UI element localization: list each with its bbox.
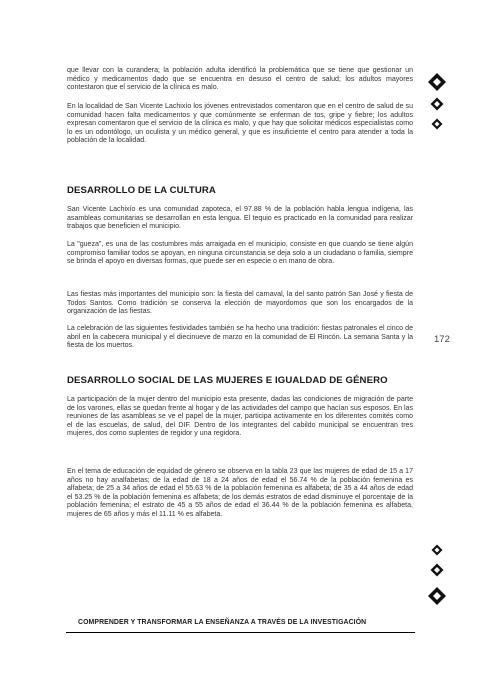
paragraph: La "gueza", es una de las costumbres más arraigada en el municipio, consiste en que cuando se tiene algún compromiso familiar todos se apoyan, en ninguna circunstancia se deja solo a un ciudadano o familia, siempre se brinda el apoyo en diversas formas, que puede ser en especie o en mano de obra. <box>67 241 413 266</box>
cultura-p2 <box>67 241 413 267</box>
diamond-ornament-icon <box>431 544 443 556</box>
diamond-ornament-icon <box>427 72 447 92</box>
cultura-p1 <box>67 206 413 232</box>
footer-title: COMPRENDER Y TRANSFORMAR LA ENSEÑANZA A TRAVÉS DE LA INVESTIGACIÓN <box>78 619 367 626</box>
intro-block <box>67 67 413 93</box>
diamond-ornament-icon <box>430 97 444 111</box>
paragraph: San Vicente Lachixío es una comunidad zapoteca, el 97.88 % de la población habla lengua indígena, las asambleas comunitarias se desarrollan en esta lengua. El tequio es practicado en la comunidad para realizar trabajos que beneficien el municipio. <box>67 206 413 231</box>
paragraph: Las fiestas más importantes del municipio son: la fiesta del carnaval, la del santo patrón San José y fiesta de Todos Santos. Como tradición se conserva la elección de mayordomos que son los encargados de la organización de las fiestas. <box>67 291 413 316</box>
paragraph: En la localidad de San Vicente Lachixío los jóvenes entrevistados comentaron que en el centro de salud de su comunidad hacen falta medicamentos y que comúnmente se enferman de tos, gripe y fiebre; los adultos expresan comentaron que el servicio de la clínica es malo, y que hay que solicitar médicos especialistas como lo es un odontólogo, un oculista y un médico general, y que es insuficiente el centro para atender a toda la población de la localidad. <box>67 103 413 145</box>
paragraph: que llevar con la curandera; la población adulta identificó la problemática que se tiene que gestionar un médico y medicamentos dado que se encuentra en desuso el centro de salud; los adultos mayores contestaron que el servicio de la clínica es malo. <box>67 67 413 92</box>
intro-block-2 <box>67 103 413 146</box>
mujeres-p2 <box>67 468 413 520</box>
paragraph: La celebración de las siguientes festividades también se ha hecho una tradición: fiestas patronales el cinco de abril en la cabecera municipal y el diecinueve de marzo en la comunidad de El Rincón. La semana Santa y la fiesta de los muertos. <box>67 325 413 350</box>
cultura-p4 <box>67 325 413 351</box>
footer-divider <box>66 632 415 633</box>
diamond-ornament-icon <box>427 586 447 606</box>
page-number: 172 <box>434 334 450 345</box>
section-heading: DESARROLLO DE LA CULTURA <box>67 185 216 196</box>
diamond-ornament-icon <box>431 118 443 130</box>
paragraph: La participación de la mujer dentro del municipio esta presente, dadas las condiciones de migración de parte de los varones, ellas se quedan frente al hogar y de las actividades del campo que hacían sus esposos. En las reuniones de las asambleas se ve el papel de la mujer, participa activamente en los diferentes comités como el de las escuelas, de salud, del DIF. Dentro de los integrantes del cabildo municipal se encuentran tres mujeres, dos como suplentes de regidor y una regidora. <box>67 396 413 438</box>
cultura-p3 <box>67 291 413 317</box>
section-cultura <box>67 185 413 196</box>
diamond-ornament-icon <box>430 563 444 577</box>
section-mujeres <box>67 375 413 386</box>
paragraph: En el tema de educación de equidad de género se observa en la tabla 23 que las mujeres de edad de 15 a 17 años no hay analfabetas; de la edad de 18 a 24 años de edad el 56.74 % de la población femenina es alfabeta; de 25 a 34 años de edad el 55.63 % de la población femenina es alfabeta; de 35 a 44 años de edad el 53.25 % de la población femenina es alfabeta; de los demás estratos de edad disminuye el porcentaje de la población femenina; el estrato de 45 a 55 años de edad el 36.44 % de la población femenina es alfabeta, mujeres de 65 años y más el 11.11 % es alfabeta. <box>67 468 413 518</box>
mujeres-p1 <box>67 396 413 439</box>
section-heading: DESARROLLO SOCIAL DE LAS MUJERES E IGUALDAD DE GÉNERO <box>67 375 388 386</box>
